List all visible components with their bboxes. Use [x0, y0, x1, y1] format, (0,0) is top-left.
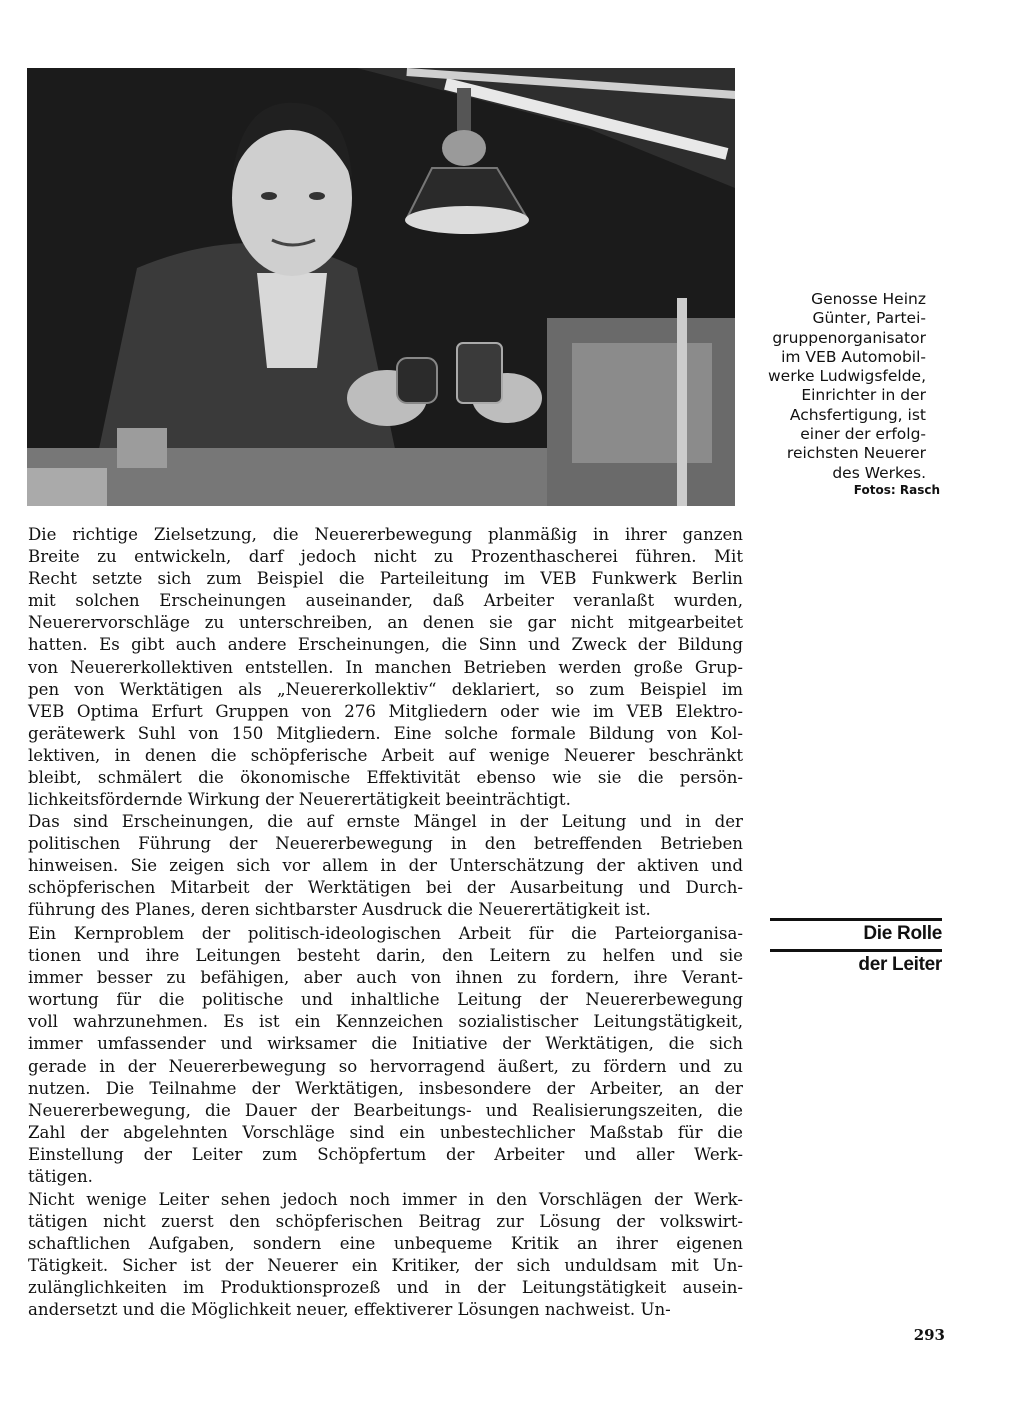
section-heading-line-2: der Leiter [770, 949, 942, 978]
text-line: Zahl der abgelehnten Vorschläge sind ein unbestechlicher Maßstab für die [28, 1122, 743, 1142]
text-line: mit solchen Erscheinungen auseinander, daß Arbeiter veranlaßt wurden, [28, 591, 743, 611]
paragraph-2 [28, 811, 743, 921]
text-line: wortung für die politische und inhaltliche Leitung der Neuererbewegung [28, 990, 743, 1010]
text-line: immer besser zu befähigen, aber auch von ihnen zu fordern, ihre Verant- [28, 968, 743, 988]
text-line: hinweisen. Sie zeigen sich vor allem in der Unterschätzung der aktiven und [28, 856, 743, 876]
text-line: von Neuererkollektiven entstellen. In manchen Betrieben werden große Grup- [28, 657, 743, 677]
text-line: schaftlichen Aufgaben, sondern eine unbequeme Kritik an ihrer eigenen [28, 1234, 743, 1254]
text-line: gerade in der Neuererbewegung so hervorragend äußert, zu fördern und zu [28, 1056, 743, 1076]
text-line: politischen Führung der Neuererbewegung in den betreffenden Betrieben [28, 834, 743, 854]
photo-caption [748, 290, 926, 483]
text-line: gerätewerk Suhl von 150 Mitgliedern. Eine solche formale Bildung von Kol- [28, 723, 743, 743]
caption-line: des Werkes. [832, 463, 926, 482]
text-line: tionen und ihre Leitungen besteht darin, den Leitern zu helfen und sie [28, 946, 743, 966]
text-line: Ein Kernproblem der politisch-ideologischen Arbeit für die Parteiorganisa- [28, 924, 743, 943]
text-line: andersetzt und die Möglichkeit neuer, effektiverer Lösungen nachweist. Un- [28, 1300, 671, 1320]
text-line: Nicht wenige Leiter sehen jedoch noch immer in den Vorschlägen der Werk- [28, 1190, 743, 1209]
text-line: tätigen. [28, 1167, 93, 1187]
photo-illustration [27, 68, 735, 506]
text-line: nutzen. Die Teilnahme der Werktätigen, insbesondere der Arbeiter, an der [28, 1078, 743, 1098]
text-line: schöpferischen Mitarbeit der Werktätigen bei der Ausarbeitung und Durch- [28, 878, 743, 898]
text-line: lichkeitsfördernde Wirkung der Neuerertätigkeit beeinträchtigt. [28, 790, 571, 810]
photo-credit: Fotos: Rasch [853, 483, 940, 497]
text-line: hatten. Es gibt auch andere Erscheinungen, die Sinn und Zweck der Bildung [28, 635, 743, 655]
worker-portrait-photo [27, 68, 735, 506]
text-line: Recht setzte sich zum Beispiel die Parteileitung im VEB Funkwerk Berlin [28, 569, 743, 589]
section-heading-line-1: Die Rolle [770, 918, 942, 947]
text-line: voll wahrzunehmen. Es ist ein Kennzeichen sozialistischer Leitungstätigkeit, [28, 1012, 743, 1032]
text-line: pen von Werktätigen als „Neuererkollektiv“ deklariert, so zum Beispiel im [28, 679, 743, 699]
caption-line: einer der erfolg- [800, 425, 926, 444]
text-line: Neuererbewegung, die Dauer der Bearbeitungs- und Realisierungszeiten, die [28, 1100, 743, 1120]
caption-line: Einrichter in der [801, 386, 926, 405]
caption-line: Genosse Heinz [811, 290, 926, 308]
text-line: bleibt, schmälert die ökonomische Effektivität ebenso wie sie die persön- [28, 768, 743, 788]
text-line: Das sind Erscheinungen, die auf ernste Mängel in der Leitung und in der [28, 812, 743, 831]
caption-line: reichsten Neuerer [786, 444, 926, 463]
caption-line: werke Ludwigsfelde, [768, 367, 926, 386]
caption-line: im VEB Automobil- [781, 347, 926, 366]
page-number: 293 [913, 1326, 945, 1344]
text-line: führung des Planes, deren sichtbarster Ausdruck die Neuerertätigkeit ist. [28, 900, 651, 920]
caption-line: Günter, Partei- [812, 309, 926, 328]
text-line: Neuerervorschläge zu unterschreiben, an denen sie gar nicht mitgearbeitet [28, 613, 743, 633]
text-line: zulänglichkeiten im Produktionsprozeß und in der Leitungstätigkeit ausein- [28, 1278, 743, 1298]
text-line: immer umfassender und wirksamer die Initiative der Werktätigen, die sich [28, 1034, 743, 1054]
text-line: VEB Optima Erfurt Gruppen von 276 Mitgliedern oder wie im VEB Elektro- [28, 701, 743, 721]
text-line: Tätigkeit. Sicher ist der Neuerer ein Kritiker, der sich unduldsam mit Un- [28, 1256, 743, 1276]
text-line: Einstellung der Leiter zum Schöpfertum der Arbeiter und aller Werk- [28, 1144, 743, 1164]
caption-line: Achsfertigung, ist [789, 405, 926, 424]
paragraph-1 [28, 524, 743, 811]
text-line: Die richtige Zielsetzung, die Neuererbewegung planmäßig in ihrer ganzen [28, 525, 743, 544]
paragraph-4 [28, 1189, 743, 1322]
text-line: tätigen nicht zuerst den schöpferischen Beitrag zur Lösung der volkswirt- [28, 1212, 743, 1232]
paragraph-3 [28, 923, 743, 1188]
text-line: lektiven, in denen die schöpferische Arbeit auf wenige Neuerer beschränkt [28, 745, 743, 765]
caption-line: gruppenorganisator [772, 328, 926, 347]
text-line: Breite zu entwickeln, darf jedoch nicht zu Prozenthascherei führen. Mit [28, 547, 743, 567]
